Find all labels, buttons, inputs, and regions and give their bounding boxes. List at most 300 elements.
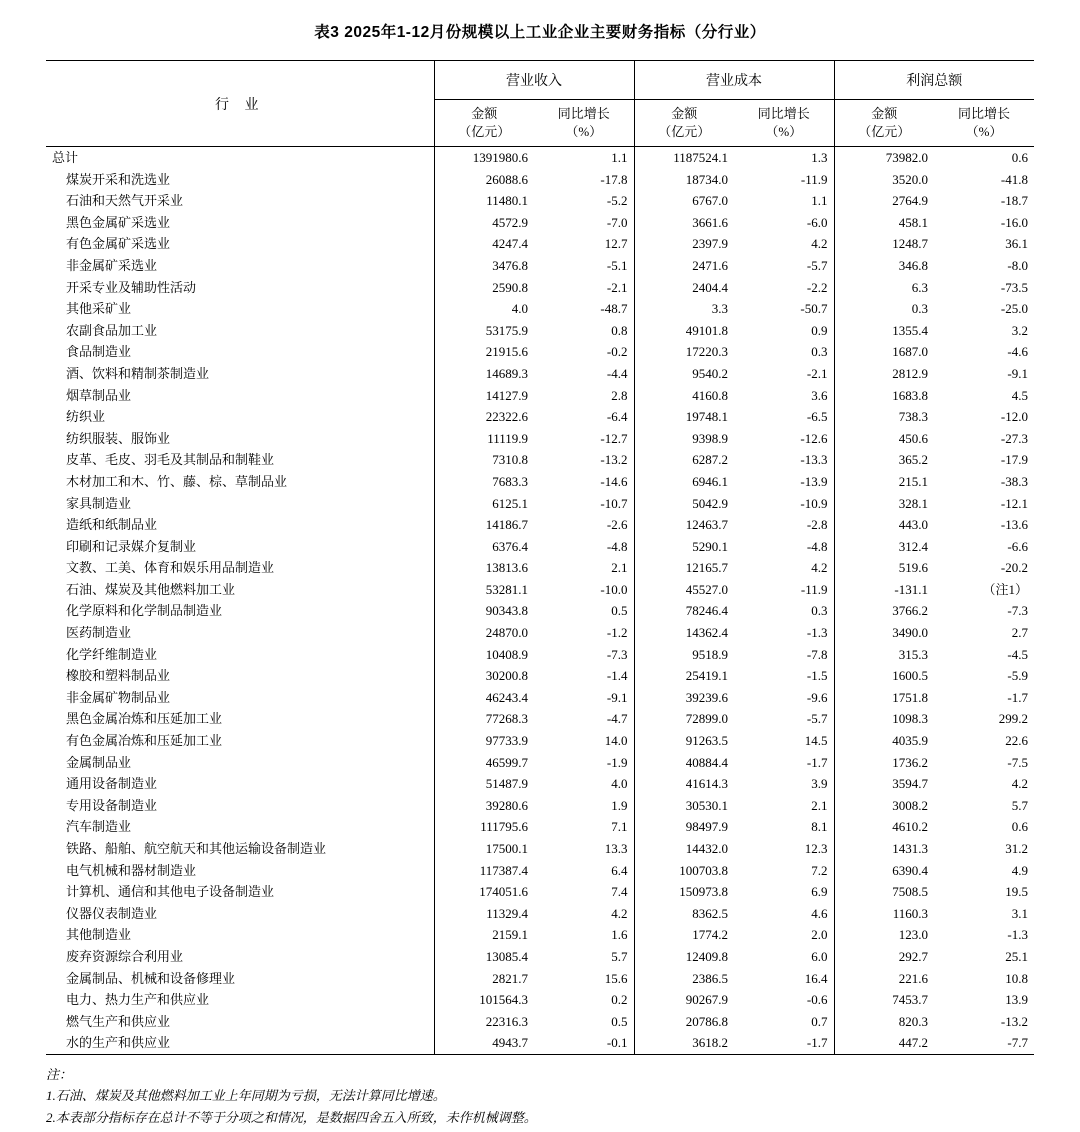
cell-profit-amount: 1600.5	[892, 668, 928, 684]
table-row	[46, 644, 1034, 666]
cell-profit-amount: 458.1	[898, 214, 928, 230]
cell-revenue-amount: 14127.9	[485, 387, 528, 403]
cell-revenue-amount: 13085.4	[485, 948, 528, 964]
cell-industry-name: 黑色金属矿采选业	[46, 212, 434, 234]
cell-cost-amount: 20786.8	[685, 1013, 728, 1029]
cell-profit-amount: 519.6	[898, 560, 928, 576]
cell-profit-amount: 365.2	[898, 452, 928, 468]
cell-industry-name: 纺织业	[46, 406, 434, 428]
cell-revenue-growth: 0.5	[534, 1011, 634, 1033]
table-row	[46, 212, 1034, 234]
cell-cost-amount: 72899.0	[685, 711, 728, 727]
cell-profit-amount: 7453.7	[892, 992, 928, 1008]
cell-revenue-amount: 21915.6	[485, 344, 528, 360]
cell-profit-growth: 25.1	[1005, 948, 1028, 964]
column-group-cost: 营业成本	[634, 61, 834, 100]
financial-indicators-table	[46, 60, 1034, 1055]
cell-cost-growth: 4.2	[734, 233, 834, 255]
cell-profit-amount: 3520.0	[892, 171, 928, 187]
cell-cost-growth: -7.8	[734, 644, 834, 666]
cell-industry-name: 农副食品加工业	[46, 320, 434, 342]
cell-cost-amount: 9398.9	[692, 430, 728, 446]
profit-amount-unit: （亿元）	[858, 124, 911, 139]
cell-revenue-amount: 26088.6	[485, 171, 528, 187]
cell-cost-amount: 2386.5	[692, 970, 728, 986]
cell-profit-growth: 0.6	[1011, 819, 1028, 835]
cell-industry-name: 木材加工和木、竹、藤、棕、草制品业	[46, 471, 434, 493]
table-row	[46, 190, 1034, 212]
page-title: 表3 2025年1-12月份规模以上工业企业主要财务指标（分行业）	[314, 24, 766, 41]
cell-revenue-amount: 101564.3	[479, 992, 528, 1008]
cell-profit-growth: 3.2	[1011, 322, 1028, 338]
cell-profit-growth: 10.8	[1005, 970, 1028, 986]
cell-profit-growth: -18.7	[1000, 193, 1028, 209]
cell-industry-name: 有色金属冶炼和压延加工业	[46, 730, 434, 752]
cell-profit-growth: -5.9	[1007, 668, 1028, 684]
table-row	[46, 752, 1034, 774]
column-header-revenue-amount	[434, 100, 534, 147]
cell-cost-amount: 8362.5	[692, 905, 728, 921]
cell-cost-growth: 7.2	[734, 860, 834, 882]
cell-profit-growth: -12.1	[1000, 495, 1028, 511]
cell-cost-growth: -4.8	[734, 536, 834, 558]
cell-cost-amount: 6287.2	[692, 452, 728, 468]
cell-profit-amount: 1160.3	[892, 905, 928, 921]
cell-revenue-amount: 10408.9	[485, 646, 528, 662]
cell-cost-amount: 78246.4	[685, 603, 728, 619]
revenue-amount-unit: （亿元）	[458, 124, 511, 139]
column-header-cost-amount	[634, 100, 734, 147]
cell-cost-growth: 6.0	[734, 946, 834, 968]
cell-profit-amount: 6390.4	[892, 862, 928, 878]
cell-revenue-growth: -4.4	[534, 363, 634, 385]
cell-cost-amount: 12165.7	[685, 560, 728, 576]
cell-profit-growth: -8.0	[1007, 257, 1028, 273]
cell-profit-amount: 1683.8	[892, 387, 928, 403]
cell-profit-amount: 820.3	[898, 1013, 928, 1029]
cell-industry-name: 家具制造业	[46, 493, 434, 515]
table-row	[46, 169, 1034, 191]
cell-cost-amount: 3661.6	[692, 214, 728, 230]
cell-revenue-amount: 11119.9	[487, 430, 528, 446]
table-header	[46, 61, 1034, 147]
cell-cost-amount: 1774.2	[692, 927, 728, 943]
cell-profit-amount: 1355.4	[892, 322, 928, 338]
cell-revenue-growth: -2.6	[534, 514, 634, 536]
cell-revenue-growth: -17.8	[534, 169, 634, 191]
cell-industry-name: 燃气生产和供应业	[46, 1011, 434, 1033]
cell-revenue-growth: -5.1	[534, 255, 634, 277]
cell-cost-growth: -10.9	[734, 493, 834, 515]
cell-revenue-amount: 13813.6	[485, 560, 528, 576]
cell-profit-amount: 312.4	[898, 538, 928, 554]
cell-profit-amount: 1098.3	[892, 711, 928, 727]
cell-cost-growth: 0.9	[734, 320, 834, 342]
cell-profit-amount: 1248.7	[892, 236, 928, 252]
cell-revenue-growth: 1.6	[534, 924, 634, 946]
cell-revenue-growth: -1.4	[534, 665, 634, 687]
cell-profit-growth: 5.7	[1011, 797, 1028, 813]
cell-cost-growth: -13.3	[734, 449, 834, 471]
table-row	[46, 428, 1034, 450]
cell-cost-growth: 6.9	[734, 881, 834, 903]
cell-revenue-growth: -4.8	[534, 536, 634, 558]
cell-cost-growth: 8.1	[734, 816, 834, 838]
cell-cost-growth: -2.8	[734, 514, 834, 536]
cell-cost-amount: 100703.8	[679, 862, 728, 878]
cell-revenue-growth: 6.4	[534, 860, 634, 882]
table-row	[46, 363, 1034, 385]
cell-cost-amount: 2404.4	[692, 279, 728, 295]
cell-revenue-amount: 90343.8	[485, 603, 528, 619]
table-row	[46, 514, 1034, 536]
cell-industry-name: 铁路、船舶、航空航天和其他运输设备制造业	[46, 838, 434, 860]
cell-profit-growth: 4.2	[1011, 776, 1028, 792]
cell-revenue-amount: 24870.0	[485, 625, 528, 641]
cell-profit-growth: -4.5	[1007, 646, 1028, 662]
cell-revenue-growth: 7.4	[534, 881, 634, 903]
cell-profit-growth: 22.6	[1005, 733, 1028, 749]
cell-industry-name: 水的生产和供应业	[46, 1032, 434, 1054]
table-row	[46, 968, 1034, 990]
cell-cost-growth: -50.7	[734, 298, 834, 320]
cell-profit-amount: 292.7	[898, 948, 928, 964]
cell-cost-growth: -0.6	[734, 989, 834, 1011]
cell-profit-growth: 31.2	[1005, 841, 1028, 856]
cell-industry-name: 纺织服装、服饰业	[46, 428, 434, 450]
cell-cost-growth: 12.3	[734, 838, 834, 860]
table-row	[46, 903, 1034, 925]
cell-cost-growth: -1.5	[734, 665, 834, 687]
table-row	[46, 687, 1034, 709]
cell-revenue-amount: 53175.9	[485, 322, 528, 338]
cell-profit-growth: -27.3	[1000, 430, 1028, 446]
note-line-1: 1.石油、煤炭及其他燃料加工业上年同期为亏损，无法计算同比增速。	[46, 1088, 446, 1104]
cell-cost-amount: 6946.1	[692, 473, 728, 489]
cell-cost-amount: 98497.9	[685, 819, 728, 835]
cost-amount-label: 金额	[671, 106, 698, 122]
cell-profit-amount: 221.6	[898, 970, 928, 986]
cell-cost-amount: 2397.9	[692, 236, 728, 252]
cell-cost-growth: -12.6	[734, 428, 834, 450]
cell-industry-name: 黑色金属冶炼和压延加工业	[46, 708, 434, 730]
cell-revenue-amount: 46599.7	[485, 754, 528, 770]
cell-revenue-growth: -1.9	[534, 752, 634, 774]
cell-cost-amount: 25419.1	[685, 668, 728, 684]
cell-revenue-amount: 17500.1	[485, 841, 528, 856]
notes-header: 注：	[46, 1066, 73, 1082]
cell-industry-name: 酒、饮料和精制茶制造业	[46, 363, 434, 385]
cell-profit-amount: 450.6	[898, 430, 928, 446]
profit-growth-label: 同比增长	[957, 106, 1010, 122]
cell-cost-amount: 1187524.1	[673, 150, 728, 165]
cell-profit-amount: 3008.2	[892, 797, 928, 813]
cell-profit-amount: 123.0	[898, 927, 928, 943]
cell-cost-growth: 0.7	[734, 1011, 834, 1033]
cell-cost-growth: 2.0	[734, 924, 834, 946]
cell-industry-name: 化学原料和化学制品制造业	[46, 600, 434, 622]
cell-revenue-growth: 12.7	[534, 233, 634, 255]
cell-cost-growth: -11.9	[734, 579, 834, 601]
cell-cost-amount: 39239.6	[685, 689, 728, 705]
cell-profit-amount: 215.1	[898, 473, 928, 489]
cell-industry-name: 石油、煤炭及其他燃料加工业	[46, 579, 434, 601]
column-group-revenue: 营业收入	[434, 61, 634, 100]
cell-cost-amount: 30530.1	[685, 797, 728, 813]
cell-profit-amount: 2764.9	[892, 193, 928, 209]
cell-revenue-growth: -14.6	[534, 471, 634, 493]
cell-cost-growth: 3.9	[734, 773, 834, 795]
cell-revenue-growth: 14.0	[534, 730, 634, 752]
cell-cost-growth: -9.6	[734, 687, 834, 709]
cell-cost-growth: 16.4	[734, 968, 834, 990]
table-row	[46, 816, 1034, 838]
cell-revenue-growth: 0.5	[534, 600, 634, 622]
cell-industry-name: 其他采矿业	[46, 298, 434, 320]
cell-cost-growth: 1.3	[734, 147, 834, 169]
cell-revenue-amount: 3476.8	[492, 257, 528, 273]
cell-industry-name: 文教、工美、体育和娱乐用品制造业	[46, 557, 434, 579]
table-row	[46, 708, 1034, 730]
cell-industry-name: 废弃资源综合利用业	[46, 946, 434, 968]
cell-cost-growth: 2.1	[734, 795, 834, 817]
cell-revenue-growth: -0.1	[534, 1032, 634, 1054]
cell-profit-growth: -9.1	[1007, 365, 1028, 381]
cell-revenue-amount: 111795.6	[480, 819, 528, 835]
cell-industry-name: 金属制品、机械和设备修理业	[46, 968, 434, 990]
cell-revenue-growth: -7.3	[534, 644, 634, 666]
cell-profit-amount: 2812.9	[892, 365, 928, 381]
cell-cost-amount: 5042.9	[692, 495, 728, 511]
cell-revenue-amount: 53281.1	[485, 581, 528, 597]
cell-industry-name: 造纸和纸制品业	[46, 514, 434, 536]
cost-growth-unit: （%）	[765, 124, 803, 139]
cell-revenue-amount: 11480.1	[486, 193, 528, 209]
cell-revenue-growth: -1.2	[534, 622, 634, 644]
cell-cost-amount: 5290.1	[692, 538, 728, 554]
cell-cost-amount: 12409.8	[685, 948, 728, 964]
cell-cost-amount: 9540.2	[692, 365, 728, 381]
cell-profit-amount: -131.1	[894, 581, 928, 597]
cell-revenue-growth: -13.2	[534, 449, 634, 471]
cell-industry-name: 通用设备制造业	[46, 773, 434, 795]
cell-profit-amount: 7508.5	[892, 884, 928, 900]
table-row	[46, 449, 1034, 471]
profit-growth-unit: （%）	[965, 124, 1003, 139]
cell-industry-name: 化学纤维制造业	[46, 644, 434, 666]
cell-industry-name: 汽车制造业	[46, 816, 434, 838]
cell-revenue-growth: 5.7	[534, 946, 634, 968]
table-row	[46, 255, 1034, 277]
cell-industry-name: 专用设备制造业	[46, 795, 434, 817]
cell-revenue-growth: -0.2	[534, 341, 634, 363]
cell-revenue-growth: 4.0	[534, 773, 634, 795]
cell-profit-growth: 4.9	[1011, 862, 1028, 878]
cell-revenue-amount: 4247.4	[492, 236, 528, 252]
cell-revenue-amount: 2159.1	[492, 927, 528, 943]
cell-profit-growth: -13.6	[1000, 517, 1028, 533]
table-body	[46, 147, 1034, 1055]
cell-cost-amount: 91263.5	[685, 733, 728, 749]
cell-profit-amount: 447.2	[834, 1032, 934, 1054]
cell-cost-growth: -6.5	[734, 406, 834, 428]
cell-revenue-growth: -5.2	[534, 190, 634, 212]
table-row	[46, 298, 1034, 320]
table-row	[46, 622, 1034, 644]
cell-profit-amount: 1687.0	[892, 344, 928, 360]
cell-profit-growth: -12.0	[1000, 409, 1028, 425]
table-row	[46, 385, 1034, 407]
cell-cost-amount: 40884.4	[685, 754, 728, 770]
cell-cost-growth: -5.7	[734, 255, 834, 277]
cell-profit-amount: 3766.2	[892, 603, 928, 619]
cell-cost-amount: 45527.0	[685, 581, 728, 597]
cell-cost-growth: 14.5	[734, 730, 834, 752]
table-row	[46, 989, 1034, 1011]
cell-profit-growth: -1.7	[1007, 689, 1028, 705]
cell-profit-amount: 3594.7	[892, 776, 928, 792]
cell-revenue-growth: 15.6	[534, 968, 634, 990]
cell-profit-growth: -41.8	[1000, 171, 1028, 187]
cell-revenue-growth: 4.2	[534, 903, 634, 925]
cell-industry-name: 非金属矿采选业	[46, 255, 434, 277]
cell-industry-name: 皮革、毛皮、羽毛及其制品和制鞋业	[46, 449, 434, 471]
cell-industry-name: 食品制造业	[46, 341, 434, 363]
cell-profit-growth: -17.9	[1000, 452, 1028, 468]
cell-profit-amount: 315.3	[898, 646, 928, 662]
cell-cost-amount: 150973.8	[679, 884, 728, 900]
table-row	[46, 1011, 1034, 1033]
table-row	[46, 730, 1034, 752]
cell-cost-growth: -1.3	[734, 622, 834, 644]
cell-revenue-growth: -9.1	[534, 687, 634, 709]
cell-revenue-amount: 6125.1	[492, 495, 528, 511]
cell-profit-growth: -7.7	[934, 1032, 1034, 1054]
cell-profit-amount: 346.8	[898, 257, 928, 273]
cell-industry-name: 电气机械和器材制造业	[46, 860, 434, 882]
table-row	[46, 147, 1034, 169]
cell-profit-amount: 6.3	[911, 279, 928, 295]
cell-revenue-growth: -48.7	[534, 298, 634, 320]
cell-revenue-amount: 22316.3	[485, 1013, 528, 1029]
cell-industry-name: 总计	[46, 147, 434, 169]
cell-revenue-growth: 13.3	[534, 838, 634, 860]
cell-revenue-amount: 4943.7	[434, 1032, 534, 1054]
cell-cost-growth: 0.3	[734, 341, 834, 363]
table-row	[46, 493, 1034, 515]
cell-revenue-amount: 6376.4	[492, 538, 528, 554]
cell-profit-amount: 4610.2	[892, 819, 928, 835]
cell-cost-amount: 4160.8	[692, 387, 728, 403]
column-group-profit: 利润总额	[906, 74, 963, 89]
cell-profit-growth: 13.9	[1005, 992, 1028, 1008]
cell-industry-name: 计算机、通信和其他电子设备制造业	[46, 881, 434, 903]
cell-revenue-amount: 30200.8	[485, 668, 528, 684]
cell-profit-growth: -38.3	[1000, 473, 1028, 489]
cell-cost-amount: 3618.2	[634, 1032, 734, 1054]
cost-growth-label: 同比增长	[757, 106, 810, 122]
cell-cost-growth: -2.2	[734, 277, 834, 299]
cell-profit-amount: 3490.0	[892, 625, 928, 641]
cell-cost-amount: 2471.6	[692, 257, 728, 273]
cell-industry-name: 有色金属矿采选业	[46, 233, 434, 255]
cell-profit-growth: -7.3	[1007, 603, 1028, 619]
cell-revenue-growth: 7.1	[534, 816, 634, 838]
table-row	[46, 536, 1034, 558]
cell-revenue-growth: 1.9	[534, 795, 634, 817]
cell-industry-name: 仪器仪表制造业	[46, 903, 434, 925]
cell-revenue-amount: 2821.7	[492, 970, 528, 986]
cell-revenue-growth: -12.7	[534, 428, 634, 450]
cell-profit-growth: 2.7	[1011, 625, 1028, 641]
cell-profit-amount: 738.3	[898, 409, 928, 425]
cell-profit-amount: 1751.8	[892, 689, 928, 705]
cell-revenue-amount: 22322.6	[485, 409, 528, 425]
table-row	[46, 924, 1034, 946]
cell-cost-growth: -1.7	[734, 752, 834, 774]
cell-profit-growth: -16.0	[1000, 214, 1028, 230]
table-row	[46, 320, 1034, 342]
cell-cost-amount: 12463.7	[685, 517, 728, 533]
cell-cost-amount: 41614.3	[685, 776, 728, 792]
cell-profit-growth: -13.2	[1000, 1013, 1028, 1029]
cell-industry-name: 医药制造业	[46, 622, 434, 644]
table-notes	[46, 1064, 1034, 1128]
cell-cost-growth: -5.7	[734, 708, 834, 730]
cell-revenue-growth: 1.1	[534, 147, 634, 169]
cell-profit-amount: 4035.9	[892, 733, 928, 749]
cell-profit-growth: 3.1	[1011, 905, 1028, 921]
cell-cost-growth: -13.9	[734, 471, 834, 493]
cell-revenue-amount: 77268.3	[485, 711, 528, 727]
cell-revenue-amount: 2590.8	[492, 279, 528, 295]
cell-cost-growth: -11.9	[734, 169, 834, 191]
table-row	[46, 471, 1034, 493]
cell-revenue-growth: -6.4	[534, 406, 634, 428]
table-row	[46, 579, 1034, 601]
table-row	[46, 277, 1034, 299]
cell-industry-name: 橡胶和塑料制品业	[46, 665, 434, 687]
cell-cost-amount: 6767.0	[692, 193, 728, 209]
cell-profit-growth: -73.5	[1000, 279, 1028, 295]
cell-cost-growth: 4.2	[734, 557, 834, 579]
cell-revenue-growth: -4.7	[534, 708, 634, 730]
cell-revenue-amount: 14689.3	[485, 365, 528, 381]
cell-profit-growth: 36.1	[1005, 236, 1028, 252]
cell-cost-amount: 9518.9	[692, 646, 728, 662]
table-row	[46, 1032, 1034, 1054]
cell-cost-growth: 3.6	[734, 385, 834, 407]
cell-cost-amount: 19748.1	[685, 409, 728, 425]
column-header-revenue-growth	[534, 100, 634, 147]
table-row	[46, 665, 1034, 687]
revenue-growth-label: 同比增长	[557, 106, 610, 122]
cell-revenue-growth: 2.1	[534, 557, 634, 579]
cell-cost-amount: 18734.0	[685, 171, 728, 187]
cell-industry-name: 石油和天然气开采业	[46, 190, 434, 212]
cell-revenue-amount: 117387.4	[479, 862, 528, 878]
cell-industry-name: 电力、热力生产和供应业	[46, 989, 434, 1011]
cell-industry-name: 非金属矿物制品业	[46, 687, 434, 709]
cell-revenue-growth: -2.1	[534, 277, 634, 299]
cell-revenue-amount: 11329.4	[486, 905, 528, 921]
cell-industry-name: 金属制品业	[46, 752, 434, 774]
cell-profit-amount: 0.3	[911, 301, 928, 317]
cell-cost-growth: 4.6	[734, 903, 834, 925]
cell-revenue-amount: 7683.3	[492, 473, 528, 489]
revenue-growth-unit: （%）	[565, 124, 603, 139]
cell-revenue-amount: 4.0	[511, 301, 528, 317]
